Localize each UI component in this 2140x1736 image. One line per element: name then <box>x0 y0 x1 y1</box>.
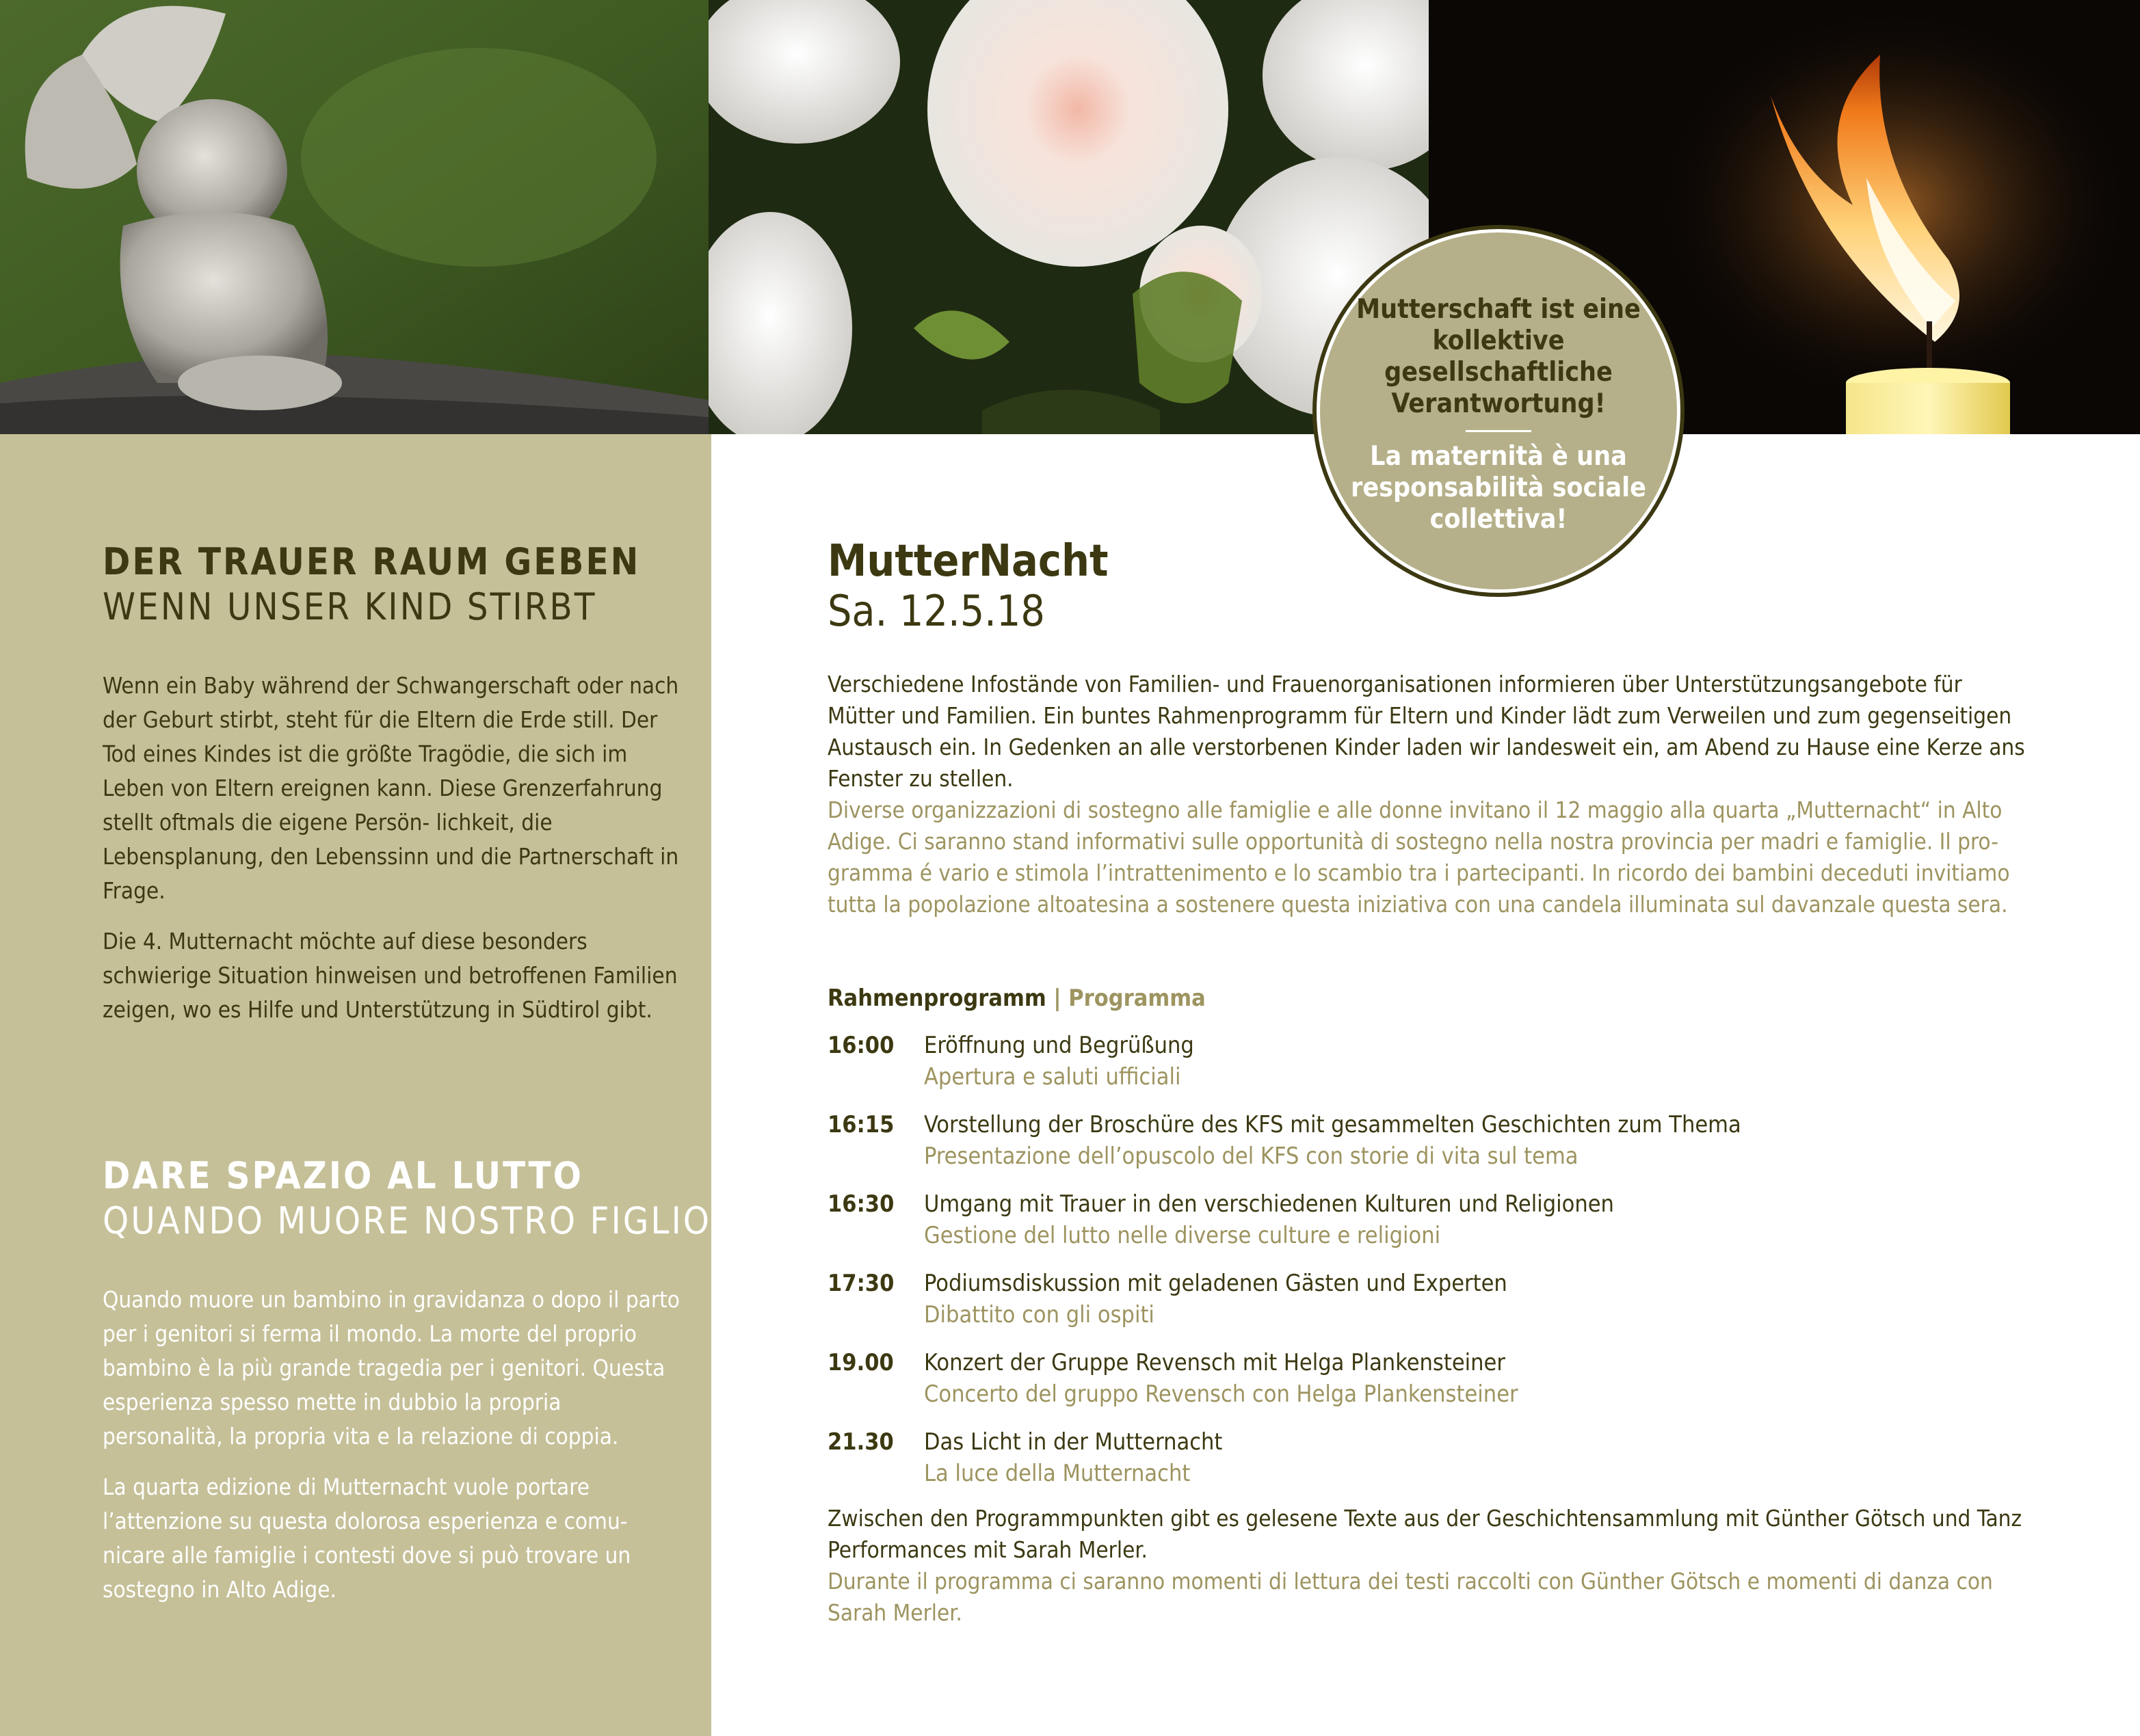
program-item-de: Vorstellung der Broschüre des KFS mit gesammelten Geschichten zum Thema <box>924 1111 1741 1138</box>
body-de-paragraph-2: Die 4. Mutternacht möchte auf diese besonders schwierige Situation hinweisen und betroffenen Familien zeigen, wo es Hilfe und Unterstützung in Südtirol gibt. <box>103 928 678 1023</box>
program-item-time: 17:30 <box>828 1270 895 1297</box>
program-item-de: Eröffnung und Begrüßung <box>924 1032 1194 1059</box>
heading-de-light: WENN UNSER KIND STIRBT <box>103 585 597 628</box>
motto-it: La maternità è una responsabilità sociale collettiva! <box>1351 441 1646 535</box>
body-it <box>103 1283 684 1623</box>
program-item-time: 21.30 <box>828 1428 894 1456</box>
angel-statue-photo <box>0 0 709 434</box>
program-item-time: 16:15 <box>828 1111 895 1138</box>
event-intro-it: Diverse organizzazioni di sostegno alle famiglie e alle donne invitano il 12 maggio alla quarta „Mutternacht“ in Alto Adige. Ci saranno stand informativi sulle opportunità di sostegno nella nostra provincia per madri e famiglie. Il pro- gramma é vario e stimola l’intrattenimento e lo scambio tra i partecipanti. In ricordo dei bambini deceduti invitiamo tutta la popolazione altoatesina a sostenere questa iniziativa con una candela illuminata sul davanzale questa sera. <box>828 797 2010 918</box>
body-de <box>103 669 684 1043</box>
heading-it-light: QUANDO MUORE NOSTRO FIGLIO <box>103 1199 712 1242</box>
event-date: Sa. 12.5.18 <box>828 586 1045 636</box>
program-heading-separator: | <box>1053 985 1061 1012</box>
program-item-it: Concerto del gruppo Revensch con Helga Plankensteiner <box>924 1380 1518 1408</box>
program-item-time: 16:30 <box>828 1190 895 1218</box>
heading-de <box>103 539 640 630</box>
heading-de-bold: DER TRAUER RAUM GEBEN <box>103 540 641 583</box>
program-item-de: Das Licht in der Mutternacht <box>924 1428 1223 1456</box>
program-item-de: Konzert der Gruppe Revensch mit Helga Plankensteiner <box>924 1349 1505 1376</box>
left-info-panel <box>0 434 711 1736</box>
heading-it <box>103 1153 711 1244</box>
program-heading <box>828 983 1206 1014</box>
event-title: MutterNacht <box>828 536 1109 587</box>
event-title-block <box>828 535 1109 635</box>
program-item-it: Gestione del lutto nelle diverse culture e religioni <box>924 1222 1441 1249</box>
program-item-it: Presentazione dell’opuscolo del KFS con storie di vita sul tema <box>924 1143 1578 1170</box>
program-outro-it: Durante il programma ci saranno momenti di lettura dei testi raccolti con Günther Götsch e momenti di danza con Sarah Merler. <box>828 1568 1993 1626</box>
motto-circle-badge <box>1320 232 1677 589</box>
program-item-time: 19.00 <box>828 1349 894 1376</box>
white-roses-photo <box>709 0 1429 434</box>
heading-it-bold: DARE SPAZIO AL LUTTO <box>103 1154 583 1197</box>
program-item-de: Umgang mit Trauer in den verschiedenen Kulturen und Religionen <box>924 1190 1614 1218</box>
body-it-paragraph-1: Quando muore un bambino in gravidanza o dopo il parto per i genitori si ferma il mondo. La morte del proprio bambino è la più grande tragedia per i genitori. Questa esperienza spesso mette in dubbio la propria personalità, la propria vita e la relazione di coppia. <box>103 1286 680 1450</box>
program-heading-it: Programma <box>1068 985 1206 1012</box>
motto-de: Mutterschaft ist eine kollektive gesellschaftliche Verantwortung! <box>1356 294 1641 419</box>
body-it-paragraph-2: La quarta edizione di Mutternacht vuole portare l’attenzione su questa dolorosa esperienza e comu- nicare alle famiglie i contesti dove si può trovare un sostegno in Alto Adige. <box>103 1473 631 1603</box>
motto-divider <box>1466 430 1531 432</box>
program-item-it: Dibattito con gli ospiti <box>924 1301 1154 1328</box>
event-intro-de: Verschiedene Infostände von Familien- und Frauenorganisationen informieren über Unterstützungsangebote für Mütter und Familien. Ein buntes Rahmenprogramm für Eltern und Kinder lädt zum Verweilen und zum gegenseitigen Austausch ein. In Gedenken an alle verstorbenen Kinder laden wir landesweit ein, am Abend zu Hause eine Kerze ans Fenster zu stellen. <box>828 671 2025 792</box>
program-outro <box>828 1503 2031 1629</box>
program-item-it: Apertura e saluti ufficiali <box>924 1063 1181 1091</box>
program-outro-de: Zwischen den Programmpunkten gibt es gelesene Texte aus der Geschichtensammlung mit Günther Götsch und Tanz Performances mit Sarah Merler. <box>828 1505 2022 1563</box>
program-heading-de: Rahmenprogramm <box>828 985 1046 1012</box>
event-intro <box>828 669 2031 920</box>
body-de-paragraph-1: Wenn ein Baby während der Schwangerschaft oder nach der Geburt stirbt, steht für die Eltern die Erde still. Der Tod eines Kindes ist die größte Tragödie, die sich im Leben von Eltern ereignen kann. Diese Grenzerfahrung stellt oftmals die eigene Persön- lichkeit, die Lebensplanung, den Lebenssinn und die Partnerschaft in Frage. <box>103 672 679 904</box>
program-item-time: 16:00 <box>828 1032 895 1059</box>
program-item-de: Podiumsdiskussion mit geladenen Gästen und Experten <box>924 1270 1507 1297</box>
program-item-it: La luce della Mutternacht <box>924 1460 1191 1487</box>
